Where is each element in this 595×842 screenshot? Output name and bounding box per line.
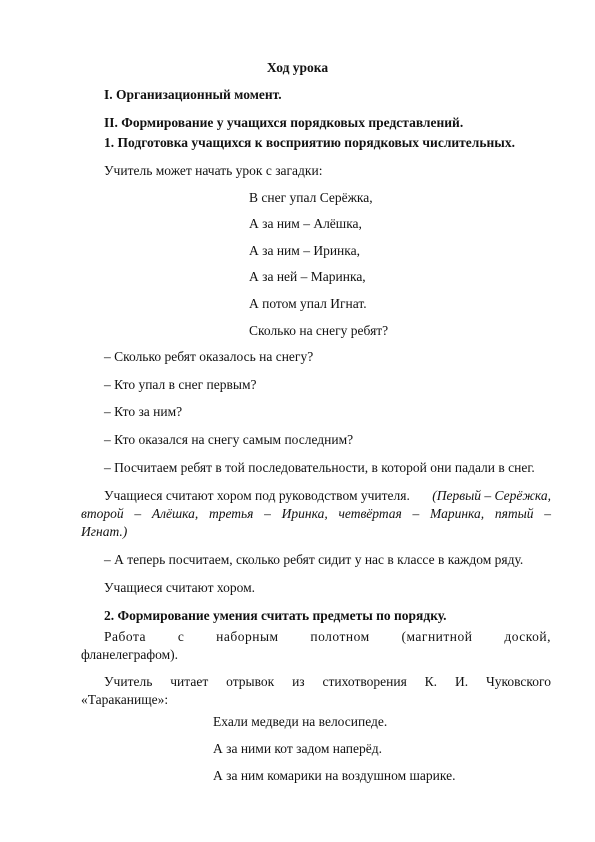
paragraph-text: – А теперь посчитаем, сколько ребят сидит у нас в классе в каждом ряду. (104, 552, 524, 567)
paragraph-italic-text: Игнат.) (81, 524, 128, 539)
section-heading-formation: II. Формирование у учащихся порядковых представлений. (104, 115, 464, 130)
riddle-line: А потом упал Игнат. (249, 296, 367, 311)
paragraph-text: «Тараканище»: (81, 692, 169, 707)
paragraph-text: Работа с наборным полотном (магнитной доской, (104, 629, 551, 644)
question-line: – Сколько ребят оказалось на снегу? (104, 349, 314, 364)
paragraph-text: Учащиеся считают хором под руководством учителя. (104, 488, 410, 503)
poem-line: А за ним комарики на воздушном шарике. (213, 768, 456, 783)
question-line: – Кто оказался на снегу самым последним? (104, 432, 354, 447)
riddle-line: А за ним – Алёшка, (249, 216, 362, 231)
paragraph-italic-text: (Первый – Серёжка, (432, 488, 551, 503)
riddle-line: А за ним – Иринка, (249, 243, 360, 258)
subsection-heading-preparation: 1. Подготовка учащихся к восприятию порядковых числительных. (104, 135, 515, 150)
paragraph-italic-text: второй – Алёшка, третья – Иринка, четвёртая – Маринка, пятый – (81, 506, 551, 521)
riddle-line: А за ней – Маринка, (249, 269, 366, 284)
question-line: – Кто за ним? (104, 404, 183, 419)
question-line: – Кто упал в снег первым? (104, 377, 257, 392)
poem-line: А за ними кот задом наперёд. (213, 741, 382, 756)
paragraph-text: Учащиеся считают хором. (104, 580, 255, 595)
riddle-line: Сколько на снегу ребят? (249, 323, 389, 338)
poem-line: Ехали медведи на велосипеде. (213, 714, 388, 729)
riddle-line: В снег упал Серёжка, (249, 190, 373, 205)
paragraph-chorus-count (104, 487, 551, 504)
paragraph-text: фланелеграфом). (81, 647, 179, 662)
intro-text: Учитель может начать урок с загадки: (104, 163, 323, 178)
page-title: Ход урока (266, 60, 329, 75)
section-heading-organizational: I. Организационный момент. (104, 87, 282, 102)
question-line: – Посчитаем ребят в той последовательности, в которой они падали в снег. (104, 460, 535, 475)
subsection-heading-counting: 2. Формирование умения считать предметы по порядку. (104, 608, 447, 623)
paragraph-text: Учитель читает отрывок из стихотворения К. И. Чуковского (104, 674, 551, 689)
